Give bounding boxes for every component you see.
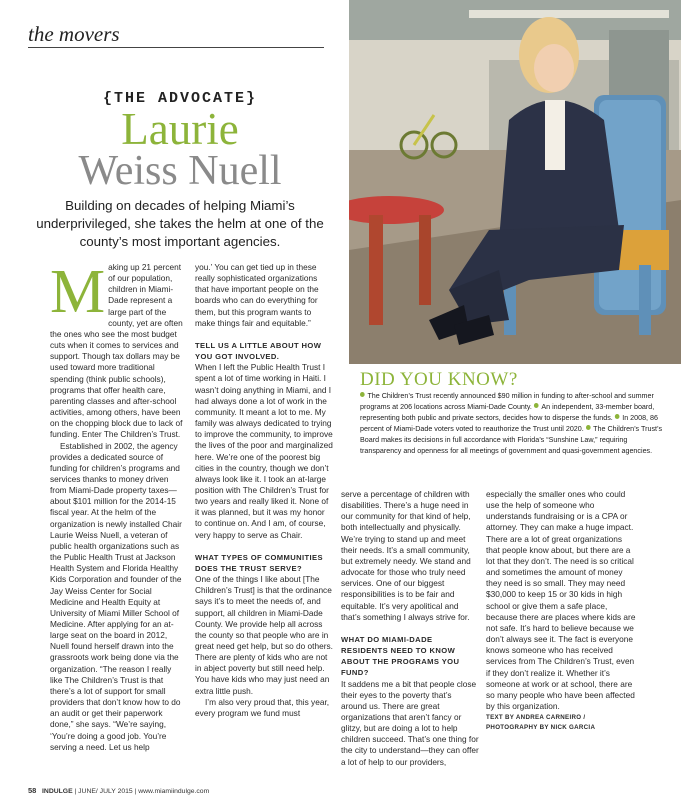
text-credit: TEXT BY ANDREA CARNEIRO / xyxy=(486,714,586,722)
bullet-icon xyxy=(586,425,591,430)
bullet-icon xyxy=(534,403,539,408)
fact-item: The Children’s Trust’s Board makes its decisions in full accordance with Florida’s “Sunshine Law,” requiring transparency and openness for all meetings of government and quasi-government agencies. xyxy=(360,423,663,455)
interview-question: WHAT TYPES OF COMMUNITIES DOES THE TRUST SERVE? xyxy=(195,552,323,573)
section-label: the movers xyxy=(28,22,120,46)
issue-date: JUNE/ JULY 2015 xyxy=(78,788,133,795)
article-paragraph: I’m also very proud that, this year, every program we fund must xyxy=(195,696,330,718)
interview-question: TELL US A LITTLE ABOUT HOW YOU GOT INVOLVED. xyxy=(195,340,322,362)
bullet-icon xyxy=(360,392,365,397)
headline-last-name: Weiss Nuell xyxy=(78,148,282,194)
page-number: 58 xyxy=(28,786,37,795)
deck-subtitle: Building on decades of helping Miami’s underprivileged, she takes the helm at one of the county’s most important agencies. xyxy=(36,198,324,249)
article-paragraph: When I left the Public Health Trust I spent a lot of time working in Haiti. I wasn’t doing anything in Miami, and I had always done a lot of work in the community. It meant a lot to me. My family was always dedicated to trying to improve the community, to improve the lives of the poor and marginalized here. We’re one of the poorest big cities in the country, though we don’t always look like it. I took an at-large position with The Children’s Trust for two years and really liked it. None of it was planned, but it was my honor to continue on. And I am, of course, very happy to serve as Chair. xyxy=(195,362,333,540)
article-paragraph: you.’ You can get tied up in these really sophisticated organizations that have important people on the boards who can do everything for them, but this program wants to make things fair and equitable.” xyxy=(195,262,319,328)
magazine-name: INDULGE xyxy=(42,788,73,795)
article-column-2 xyxy=(195,262,333,719)
article-column-3 xyxy=(341,489,479,768)
article-paragraph: One of the things I like about [The Children’s Trust] is that the ordinance says it’s to meet the needs of, and support, all children in Miami-Dade County. We provide help all across the county so that people who are in great need get help, but so do others. There are plenty of kids who are not in abject poverty but still need help. You have kids who may just need an extra little push. xyxy=(195,574,333,696)
portrait-illustration xyxy=(349,0,681,364)
fact-item: An independent, 33-member board, representing both public and private sectors, decides how to disperse the funds. xyxy=(360,401,655,422)
kicker: {THE ADVOCATE} xyxy=(102,90,258,107)
did-you-know-title: DID YOU KNOW? xyxy=(360,369,518,390)
bullet-icon xyxy=(615,414,620,419)
article-paragraph: Established in 2002, the agency provides a dedicated source of funding for children’s programs and services thanks to money driven from Miami-Dade property taxes—about $101 million for the 2014-15 fiscal year. At the helm of the organization is newly installed Chair Laurie Weiss Nuell, a veteran of public health organizations such as the Public Health Trust at Jackson Health System and Florida Healthy Kids Corporation and founder of the Jay Weiss Center for Social Medicine and Health Equity at University of Miami Miller School of Medicine. After applying for an at-large seat on the board in 2012, Nuell found herself drawn into the grassroots work being done via the organization. “The reason I really like The Children’s Trust is that there’s a lot of support for small providers that don’t know how to do an audit or get their paperwork done,” she says. “We’re saying, ‘You’re doing a good job. You’re serving a need. Let us help xyxy=(50,440,182,752)
fact-item: In 2008, 86 percent of Miami-Dade voters voted to reauthorize the Trust until 2020. xyxy=(360,412,658,433)
did-you-know-box xyxy=(360,370,670,456)
website-url: www.miamiindulge.com xyxy=(138,788,210,795)
headline-first-name: Laurie xyxy=(121,104,239,154)
interview-question: WHAT DO MIAMI-DADE RESIDENTS NEED TO KNOW ABOUT THE PROGRAMS YOU FUND? xyxy=(341,634,460,678)
article-column-4 xyxy=(486,489,636,732)
did-you-know-body xyxy=(360,391,670,456)
page-footer: 58 INDULGE | JUNE/ JULY 2015 | www.miamiindulge.com xyxy=(28,786,210,795)
photo-credit: PHOTOGRAPHY BY NICK GARCIA xyxy=(486,724,596,732)
drop-cap: M xyxy=(50,258,106,326)
article-paragraph: It saddens me a bit that people close their eyes to the poverty that’s around us. There are great organizations that aren’t fancy or glitzy, but are doing a lot to help children succeed. That’s one thing for the city to understand—they can offer a lot of help to our providers, xyxy=(341,678,479,767)
portrait-photo xyxy=(349,0,681,364)
article-paragraph: Making up 21 percent of our population, children in Miami-Dade represent a large part of the county, yet are often the ones who see the most budget cuts when it comes to services and support. Though tax dollars may be used toward more traditional spending (think public schools), programs that offer health care, parenting classes and after-school activities, among others, have been on the chopping block due to lack of funding. Enter The Children’s Trust. xyxy=(50,258,183,440)
fact-item: The Children’s Trust recently announced $90 million in funding to after-school and summer programs at 206 locations across Miami-Dade County. xyxy=(360,391,654,411)
article-column-1 xyxy=(50,258,186,753)
article-paragraph: especially the smaller ones who could use the help of someone who understands fundraising or is a CPA or attorney. They can make a huge impact. There are a lot of great organizations that people know about, but there are a lot that they don’t. The need is so critical and sometimes the amount of money they need is so small. They may need $30,000 to keep 15 or 30 kids in high school or give them a safe place, because there are places where kids are not safe. It’s hard to believe because we don’t always see it. The fact is everyone knows someone who has received services from The Children’s Trust, even if they don’t realize it. Whether it’s someone at work or at school, there are so many people who have been affected by this organization. xyxy=(486,489,636,711)
article-paragraph: serve a percentage of children with disabilities. There’s a huge need in our community for that kind of help, both intellectually and physically. We’re trying to stand up and meet their needs. It’s a small community, but extremely needy. We stand and advocate for those who truly need services. One of our biggest responsibilities is to be fair and equitable. It’s very apolitical and that’s something I always strive for. xyxy=(341,489,471,622)
section-divider xyxy=(28,47,324,48)
